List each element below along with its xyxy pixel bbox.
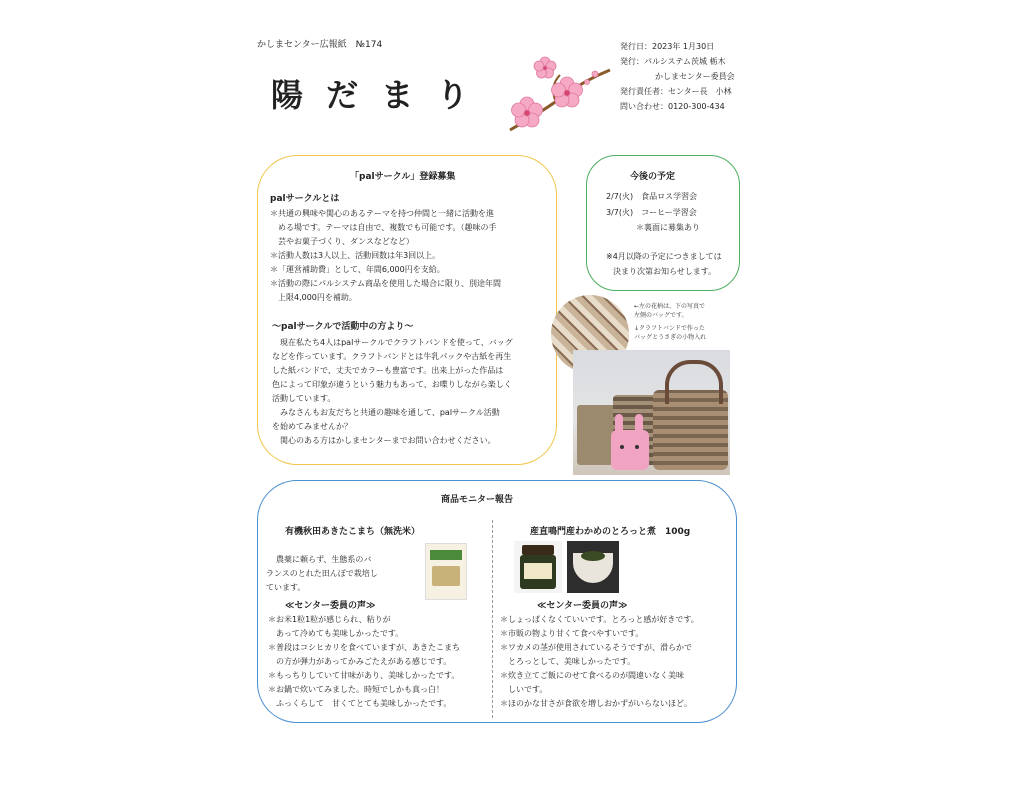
wakame-voices bbox=[500, 613, 699, 711]
pal-rule-line: ＊活動人数は3人以上、活動回数は年3回以上。 bbox=[270, 251, 441, 260]
craft-bags-photo bbox=[573, 350, 730, 475]
rice-voice-line: の方が弾力があってかみごたえがある感じです。 bbox=[268, 657, 452, 666]
photo-caption bbox=[634, 302, 706, 342]
rice-voice-line: ＊お鍋で炊いてみました。時短でしかも真っ白！ bbox=[268, 685, 444, 694]
schedule-footer: ※4月以降の予定につきましては bbox=[606, 252, 722, 261]
schedule-title: 今後の予定 bbox=[630, 172, 676, 182]
pal-rule-line: 芸やお菓子づくり、ダンスなどなど） bbox=[270, 237, 414, 246]
schedule-note: ＊裏面に募集あり bbox=[636, 223, 700, 232]
story-line: した紙バンドで、丈夫でカラーも豊富です。出来上がった作品は bbox=[272, 366, 504, 375]
pal-rule-line: める場です。テーマは自由で、複数でも可能です。（趣味の手 bbox=[270, 223, 497, 232]
wakame-voice-line: ＊炊き立てご飯にのせて食べるのが間違いなく美味 bbox=[500, 671, 684, 680]
schedule-item: 3/7(火) コーヒー学習会 bbox=[606, 208, 697, 217]
committee: かしまセンター委員会 bbox=[655, 72, 735, 81]
photo-caption-line: ←左の花柄は、下の写真で bbox=[634, 303, 706, 310]
pal-circle-rules bbox=[270, 207, 501, 305]
rice-description-line: ています。 bbox=[266, 583, 306, 592]
wakame-voice-line: ＊ほのかな甘さが食欲を増しおかずがいらないほど。 bbox=[500, 699, 692, 708]
photo-caption-line: バッグとうさぎの小物入れ bbox=[634, 334, 707, 341]
wakame-voice-line: とろっとして、美味しかったです。 bbox=[500, 657, 636, 666]
newsletter-name: かしまセンター広報紙 №174 bbox=[257, 40, 383, 50]
issue-date: 発行日：2023年 1月30日 bbox=[620, 42, 715, 51]
rice-description-line: 農薬に頼らず、生態系のバ bbox=[276, 555, 372, 564]
schedule-item: 2/7(火) 食品ロス学習会 bbox=[606, 192, 698, 201]
wakame-voice-line: ＊ワカメの茎が使用されているそうですが、滑らかで bbox=[500, 643, 692, 652]
pal-rule-line: ＊活動の際にパルシステム商品を使用した場合に限り、別途年間 bbox=[270, 279, 501, 288]
wakame-voice-title: ≪センター委員の声≫ bbox=[537, 601, 628, 611]
story-line: 現在私たち4人はpalサークルでクラフトバンドを使って、バッグ bbox=[272, 338, 513, 347]
page-title: 陽 だ ま り bbox=[271, 76, 475, 114]
contact-number: 問い合わせ：0120-300-434 bbox=[620, 102, 725, 111]
pal-circle-story bbox=[272, 336, 513, 448]
rice-description bbox=[266, 553, 378, 595]
wakame-voice-line: ＊しょっぱくなくていいです。とろっと感が好きです。 bbox=[500, 615, 699, 624]
pal-circle-what-title: palサークルとは bbox=[270, 194, 340, 204]
rice-voice-line: ＊お米1粒1粒が感じられ、粘りが bbox=[268, 615, 391, 624]
wakame-product-title: 産直鳴門産わかめのとろっと煮 100g bbox=[530, 527, 691, 537]
wakame-rice-bowl-photo bbox=[567, 541, 619, 593]
wakame-voice-line: しいです。 bbox=[500, 685, 548, 694]
story-line: を始めてみませんか？ bbox=[272, 422, 352, 431]
story-line: などを作っています。クラフトバンドとは牛乳パックや古紙を再生 bbox=[272, 352, 512, 361]
plum-blossom-illustration bbox=[505, 50, 615, 140]
schedule-footer: 決まり次第お知らせします。 bbox=[613, 267, 717, 276]
product-monitor-heading: 商品モニター報告 bbox=[441, 495, 514, 505]
pal-rule-line: ＊「運営補助費」として、年間6,000円を支給。 bbox=[270, 265, 445, 274]
rice-voice-title: ≪センター委員の声≫ bbox=[285, 601, 376, 611]
pal-rule-line: 上限4,000円を補助。 bbox=[270, 293, 357, 302]
rice-product-title: 有機秋田あきたこまち（無洗米） bbox=[285, 527, 421, 537]
responsible-person: 発行責任者：センター長 小林 bbox=[620, 87, 732, 96]
pal-circle-subtitle: ～palサークルで活動中の方より～ bbox=[272, 322, 414, 332]
rice-voice-line: ふっくらして 甘くてとても美味しかったです。 bbox=[268, 699, 452, 708]
pal-rule-line: ＊共通の興味や関心のあるテーマを持つ仲間と一緒に活動を進 bbox=[270, 209, 494, 218]
wakame-jar-photo bbox=[514, 541, 562, 593]
story-line: みなさんもお友だちと共通の趣味を通して、palサークル活動 bbox=[272, 408, 500, 417]
story-line: 活動しています。 bbox=[272, 394, 336, 403]
story-line: 色によって印象が違うという魅力もあって、お喋りしながら楽しく bbox=[272, 380, 512, 389]
photo-caption-line: ↓クラフトバンドで作った bbox=[634, 325, 705, 332]
pal-circle-heading: 「palサークル」登録募集 bbox=[350, 172, 456, 182]
column-divider bbox=[492, 520, 493, 718]
publisher: 発行：パルシステム茨城 栃木 bbox=[620, 57, 726, 66]
wakame-voice-line: ＊市販の物より甘くて食べやすいです。 bbox=[500, 629, 644, 638]
story-line: 関心のある方はかしまセンターまでお問い合わせください。 bbox=[272, 436, 496, 445]
rice-voice-line: ＊普段はコシヒカリを食べていますが、あきたこまち bbox=[268, 643, 460, 652]
rice-voice-line: ＊もっちりしていて甘味があり、美味しかったです。 bbox=[268, 671, 460, 680]
rice-voices bbox=[268, 613, 460, 711]
rice-voice-line: あって冷めても美味しかったです。 bbox=[268, 629, 404, 638]
rice-package-photo bbox=[425, 543, 467, 600]
photo-caption-line: 左側のバッグです。 bbox=[634, 312, 688, 319]
rice-description-line: ランスのとれた田んぼで栽培し bbox=[266, 569, 378, 578]
